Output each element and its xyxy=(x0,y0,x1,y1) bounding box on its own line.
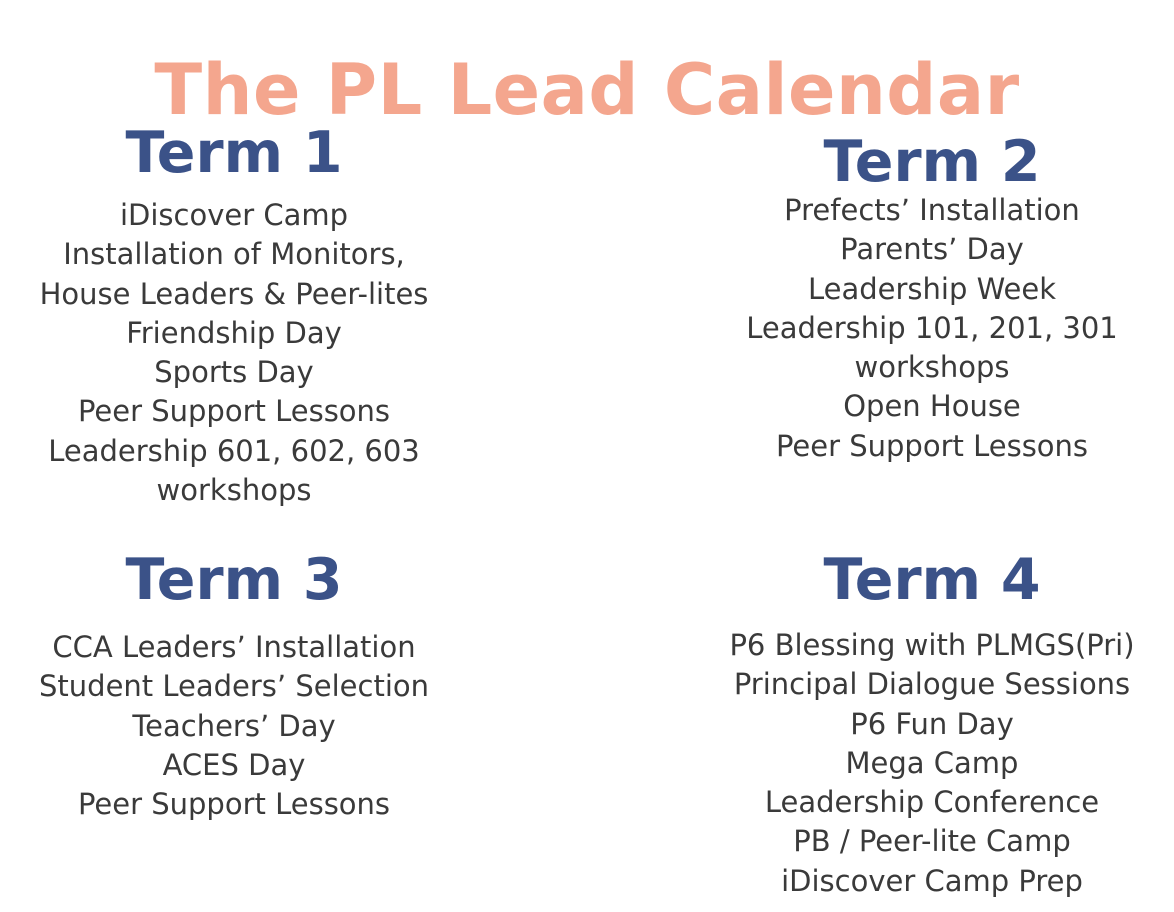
list-item: Installation of Monitors, xyxy=(63,237,405,272)
list-item: CCA Leaders’ Installation xyxy=(52,630,416,664)
list-item: P6 Blessing with PLMGS(Pri) xyxy=(729,628,1135,662)
list-item: Peer Support Lessons xyxy=(77,787,391,822)
list-item: ACES Day xyxy=(162,747,306,782)
list-item: P6 Fun Day xyxy=(850,706,1014,741)
term-3-heading: Term 3 xyxy=(125,547,343,613)
list-item: Prefects’ Installation xyxy=(784,193,1080,227)
list-item: Friendship Day xyxy=(126,315,342,350)
list-item: PB / Peer-lite Camp xyxy=(793,824,1071,859)
list-item: Student Leaders’ Selection xyxy=(39,669,429,704)
list-item: iDiscover Camp Prep xyxy=(781,863,1083,898)
page-title: The PL Lead Calendar xyxy=(154,48,1020,131)
term-1-list xyxy=(0,196,468,510)
term-4-list xyxy=(690,626,1174,901)
list-item: Parents’ Day xyxy=(840,232,1024,267)
list-item: Mega Camp xyxy=(845,745,1019,780)
term-2-heading: Term 2 xyxy=(823,129,1041,195)
list-item: workshops xyxy=(854,350,1010,385)
list-item: House Leaders & Peer-lites xyxy=(39,276,429,311)
list-item: Open House xyxy=(843,389,1021,424)
list-item: Sports Day xyxy=(154,355,314,390)
list-item: Teachers’ Day xyxy=(132,708,336,743)
list-item: Principal Dialogue Sessions xyxy=(733,667,1131,702)
term-2-section xyxy=(690,127,1174,466)
list-item: Leadership Conference xyxy=(764,785,1100,820)
term-1-section xyxy=(0,118,468,510)
list-item: iDiscover Camp xyxy=(119,198,349,232)
term-3-section xyxy=(0,545,468,824)
term-4-section xyxy=(690,545,1174,901)
term-2-list xyxy=(690,191,1174,466)
list-item: Leadership 101, 201, 301 xyxy=(746,310,1118,345)
list-item: Leadership Week xyxy=(807,271,1057,306)
list-item: workshops xyxy=(156,473,312,508)
term-4-heading: Term 4 xyxy=(823,547,1041,613)
list-item: Peer Support Lessons xyxy=(775,428,1089,463)
term-3-list xyxy=(0,628,468,824)
list-item: Leadership 601, 602, 603 xyxy=(48,433,420,468)
list-item: Peer Support Lessons xyxy=(77,394,391,429)
term-1-heading: Term 1 xyxy=(125,120,343,186)
